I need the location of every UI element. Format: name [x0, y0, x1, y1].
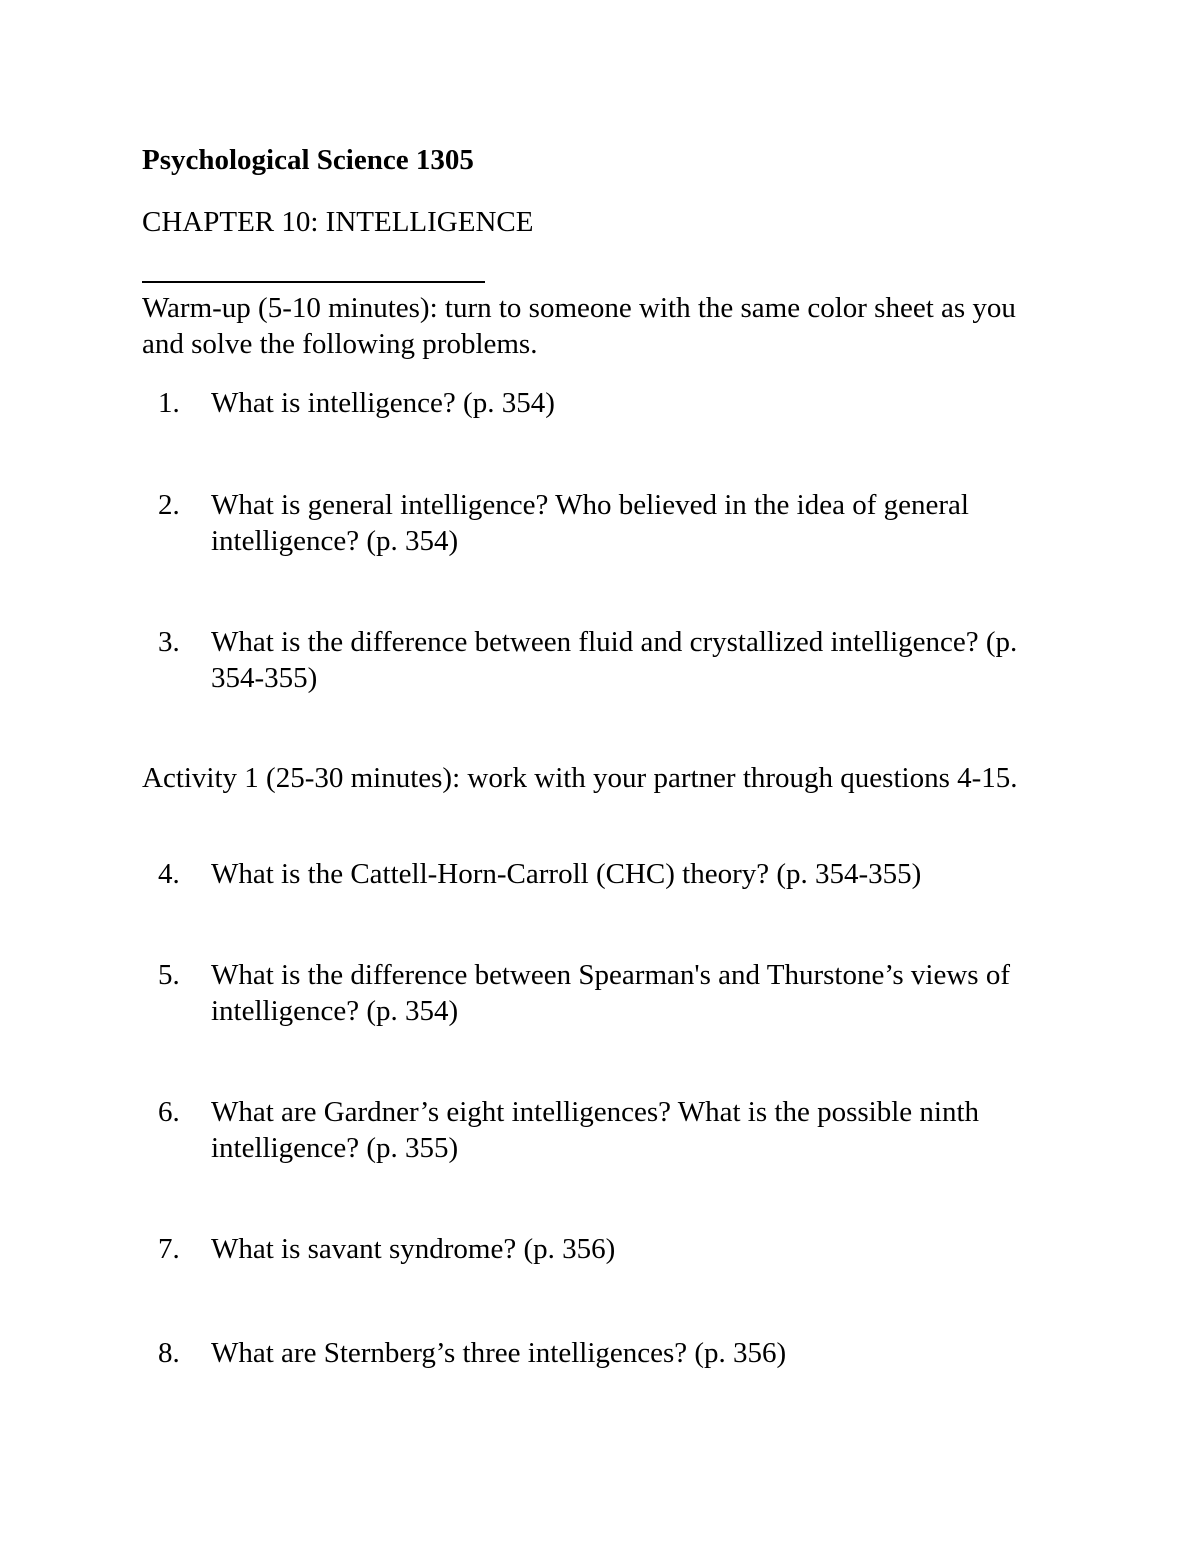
question-text: What are Sternberg’s three intelligences? (p. 356)	[211, 1337, 787, 1369]
question-text: What is savant syndrome? (p. 356)	[211, 1233, 616, 1265]
question-number: 6.	[158, 1096, 180, 1128]
question-text: What is the Cattell-Horn-Carroll (CHC) theory? (p. 354-355)	[211, 858, 922, 890]
question-number: 2.	[158, 489, 180, 521]
question-number: 3.	[158, 626, 180, 658]
question-number: 1.	[158, 387, 180, 419]
question-text: What is the difference between Spearman's and Thurstone’s views of intelligence? (p. 354)	[211, 959, 1010, 1027]
chapter-title: CHAPTER 10: INTELLIGENCE	[142, 206, 534, 238]
question-number: 4.	[158, 858, 180, 890]
course-title: Psychological Science 1305	[142, 144, 474, 176]
question-text: What is intelligence? (p. 354)	[211, 387, 555, 419]
activity1-instructions: Activity 1 (25-30 minutes): work with your partner through questions 4-15.	[142, 762, 1018, 794]
question-number: 5.	[158, 959, 180, 991]
question-text: What is the difference between fluid and crystallized intelligence? (p. 354-355)	[211, 626, 1018, 694]
question-text: What is general intelligence? Who believed in the idea of general intelligence? (p. 354)	[211, 489, 969, 557]
question-number: 7.	[158, 1233, 180, 1265]
name-blank-line	[142, 281, 485, 283]
warmup-instructions: Warm-up (5-10 minutes): turn to someone with the same color sheet as you and solve the following problems.	[142, 292, 1016, 360]
question-number: 8.	[158, 1337, 180, 1369]
question-text: What are Gardner’s eight intelligences? What is the possible ninth intelligence? (p. 355)	[211, 1096, 980, 1164]
